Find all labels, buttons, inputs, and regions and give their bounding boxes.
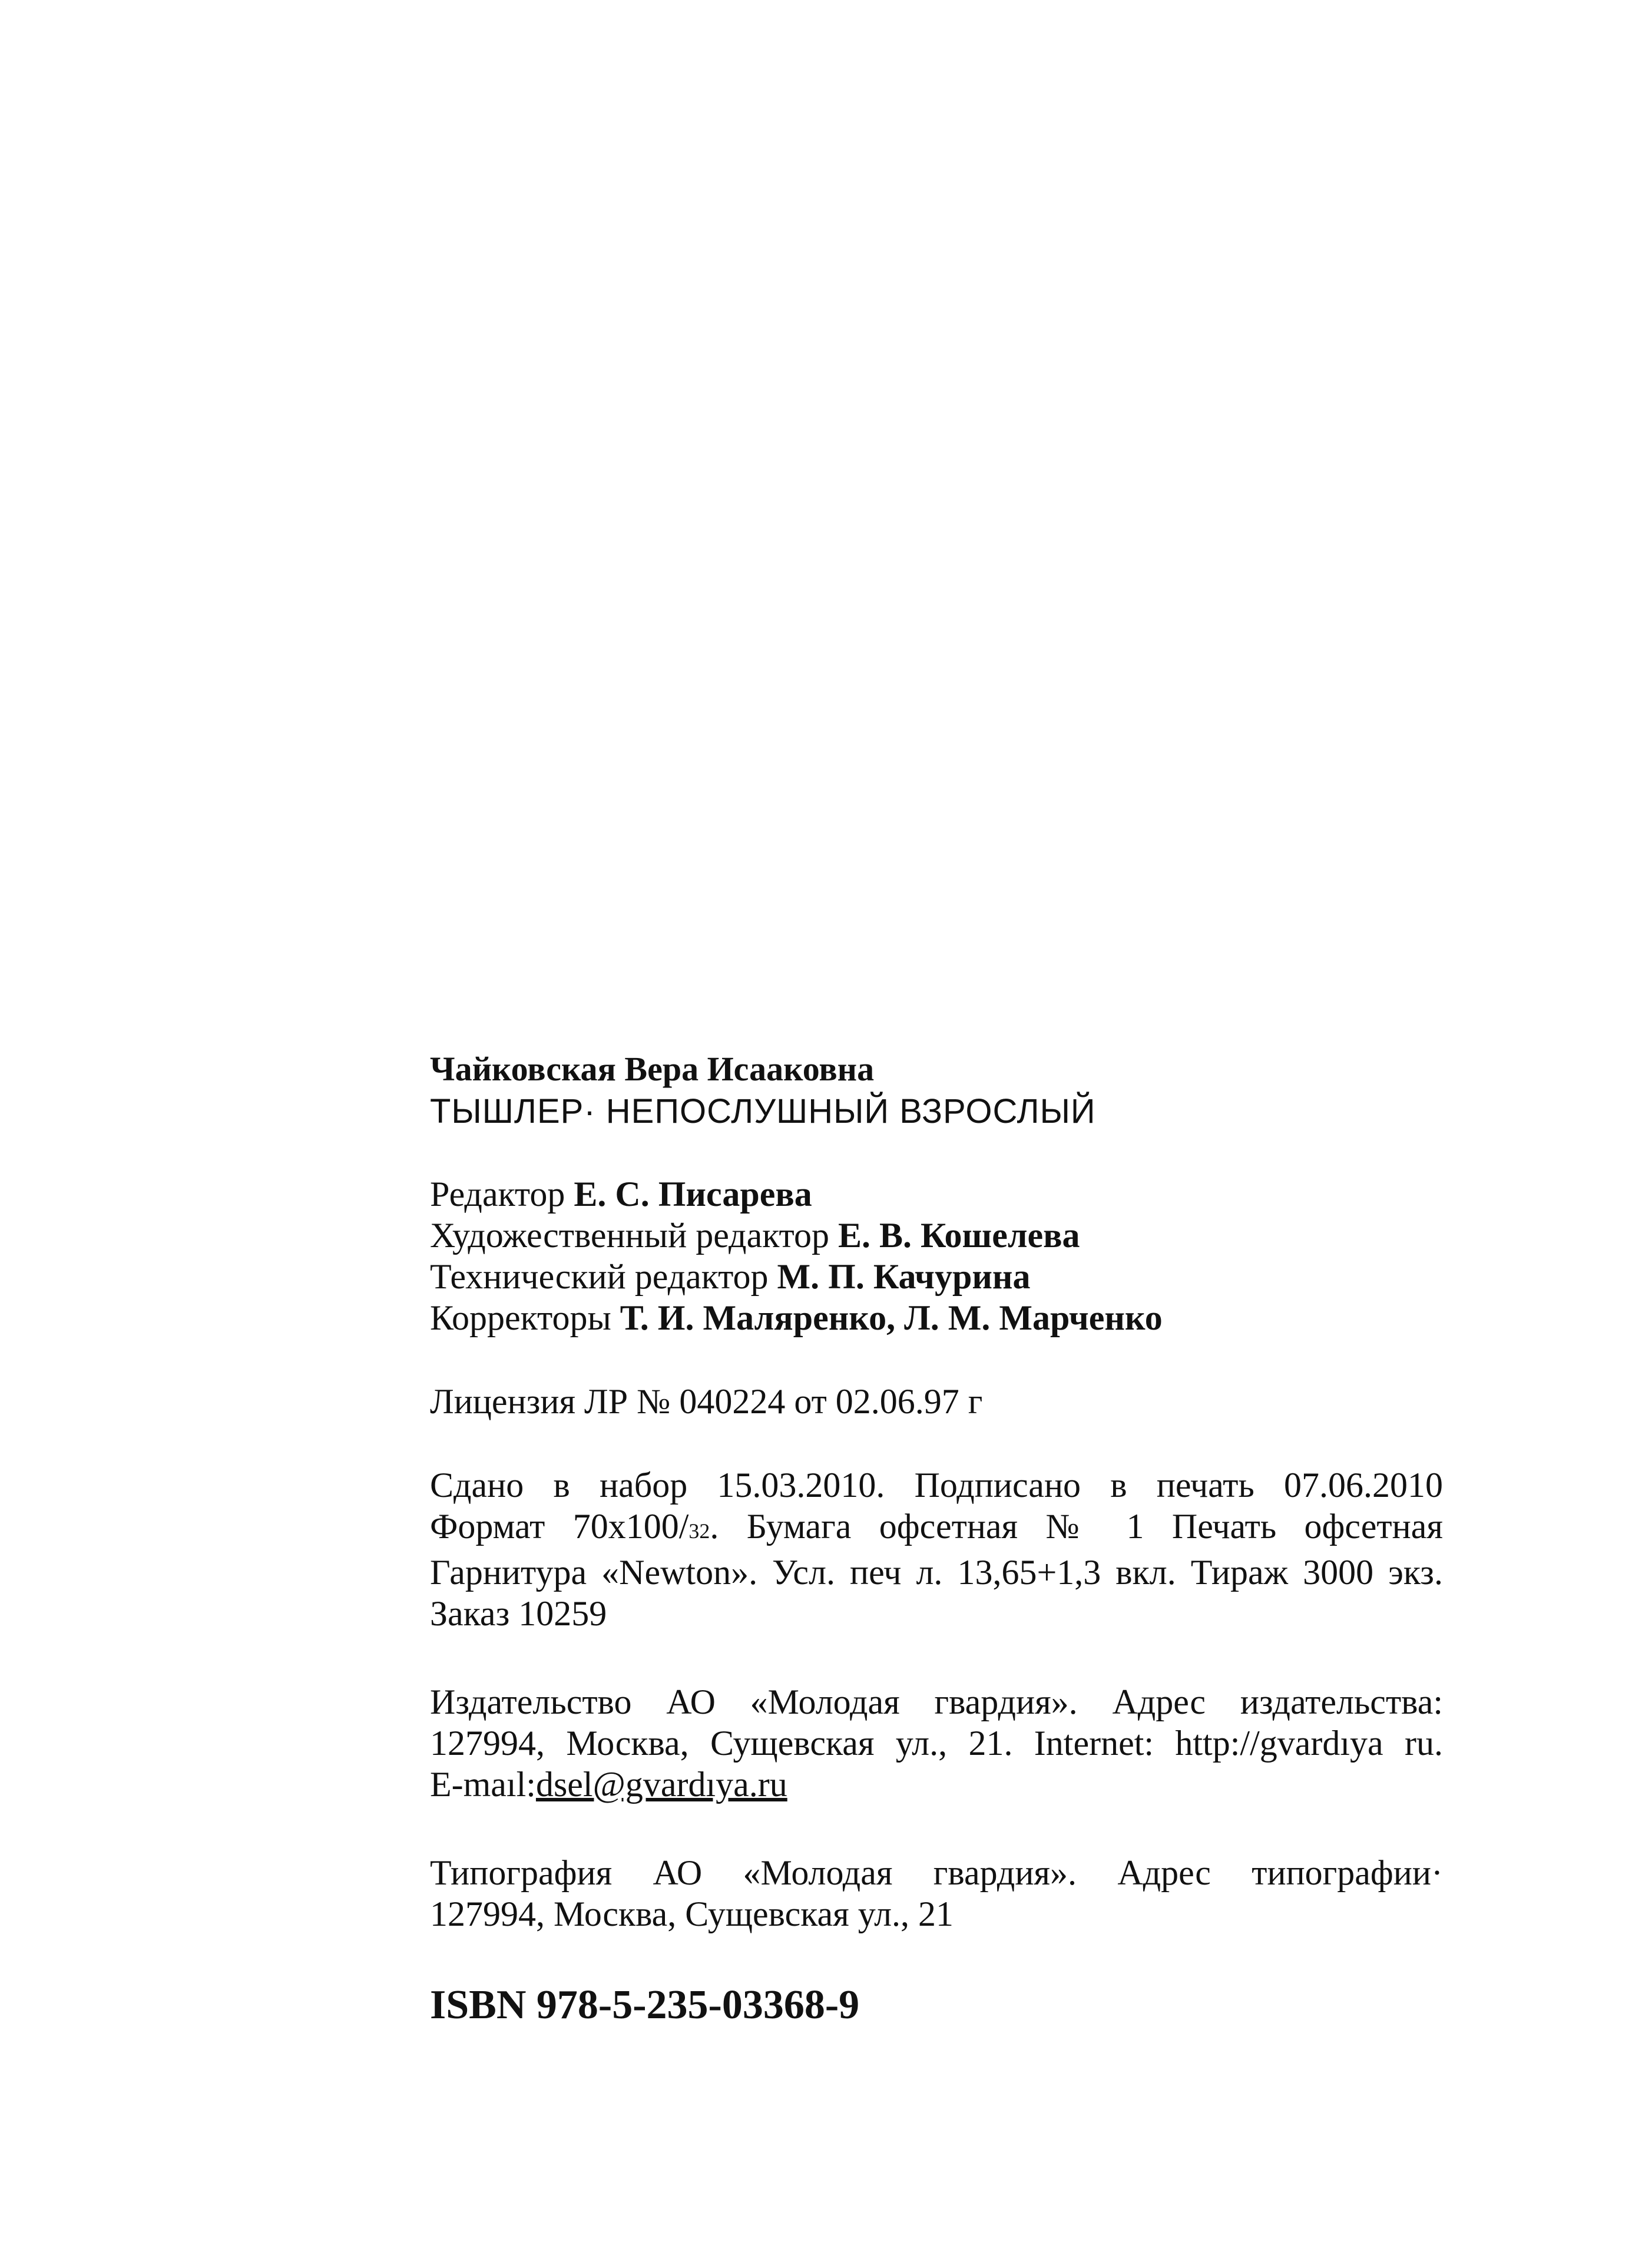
license-line: Лицензия ЛР № 040224 от 02.06.97 г	[430, 1382, 983, 1421]
print-info-block	[430, 1464, 1443, 1634]
credit-role: Художественный редактор	[430, 1216, 829, 1255]
credit-proofreaders	[430, 1297, 1443, 1338]
author-name: Чайковская Вера Исааковна	[430, 1050, 875, 1088]
publisher-block	[430, 1681, 1443, 1805]
email-link[interactable]: dsel@gvardıya.ru	[535, 1765, 787, 1804]
print-info-line: Сдано в набор 15.03.2010. Подписано в печать 07.06.2010	[430, 1466, 1443, 1505]
printer-line: Типография АО «Молодая гвардия». Адрес типографии·	[430, 1853, 1443, 1892]
credit-person: Е. В. Кошелева	[838, 1216, 1080, 1255]
credit-editor	[430, 1173, 1443, 1215]
credit-art-editor	[430, 1215, 1443, 1256]
credit-role: Редактор	[430, 1175, 565, 1214]
imprint-block	[430, 1049, 1443, 2029]
email-label: E-maıl:	[430, 1765, 536, 1804]
isbn-number: ISBN 978-5-235-03368-9	[430, 1982, 860, 2028]
credit-tech-editor	[430, 1256, 1443, 1297]
order-number: Заказ 10259	[430, 1594, 607, 1633]
print-info-line: Гарнитура «Newton». Усл. печ л. 13,65+1,3 вкл. Тираж 3000 экз.	[430, 1553, 1443, 1592]
format-text: Формат 70x100/	[430, 1507, 689, 1546]
paper-text: . Бумага офсетная № 1 Печать офсетная	[710, 1507, 1443, 1546]
publisher-line: Издательство АО «Молодая гвардия». Адрес издательства:	[430, 1682, 1443, 1721]
format-fraction: 32	[688, 1519, 710, 1543]
credits-block	[430, 1173, 1443, 1338]
credit-person: Т. И. Маляренко, Л. М. Марченко	[620, 1298, 1163, 1337]
credit-role: Технический редактор	[430, 1257, 769, 1296]
publisher-address: 127994, Москва, Сущевская ул., 21. Internet: http://gvardıya ru.	[430, 1724, 1443, 1763]
book-title: ТЫШЛЕР· НЕПОСЛУШНЫЙ ВЗРОСЛЫЙ	[430, 1092, 1096, 1130]
credit-person: М. П. Качурина	[777, 1257, 1031, 1296]
credit-role: Корректоры	[430, 1298, 611, 1337]
credit-person: Е. С. Писарева	[574, 1175, 812, 1214]
publisher-email-line	[430, 1764, 1443, 1805]
printer-address: 127994, Москва, Сущевская ул., 21	[430, 1895, 954, 1933]
printer-block	[430, 1852, 1443, 1935]
print-info-format-line	[430, 1506, 1443, 1552]
